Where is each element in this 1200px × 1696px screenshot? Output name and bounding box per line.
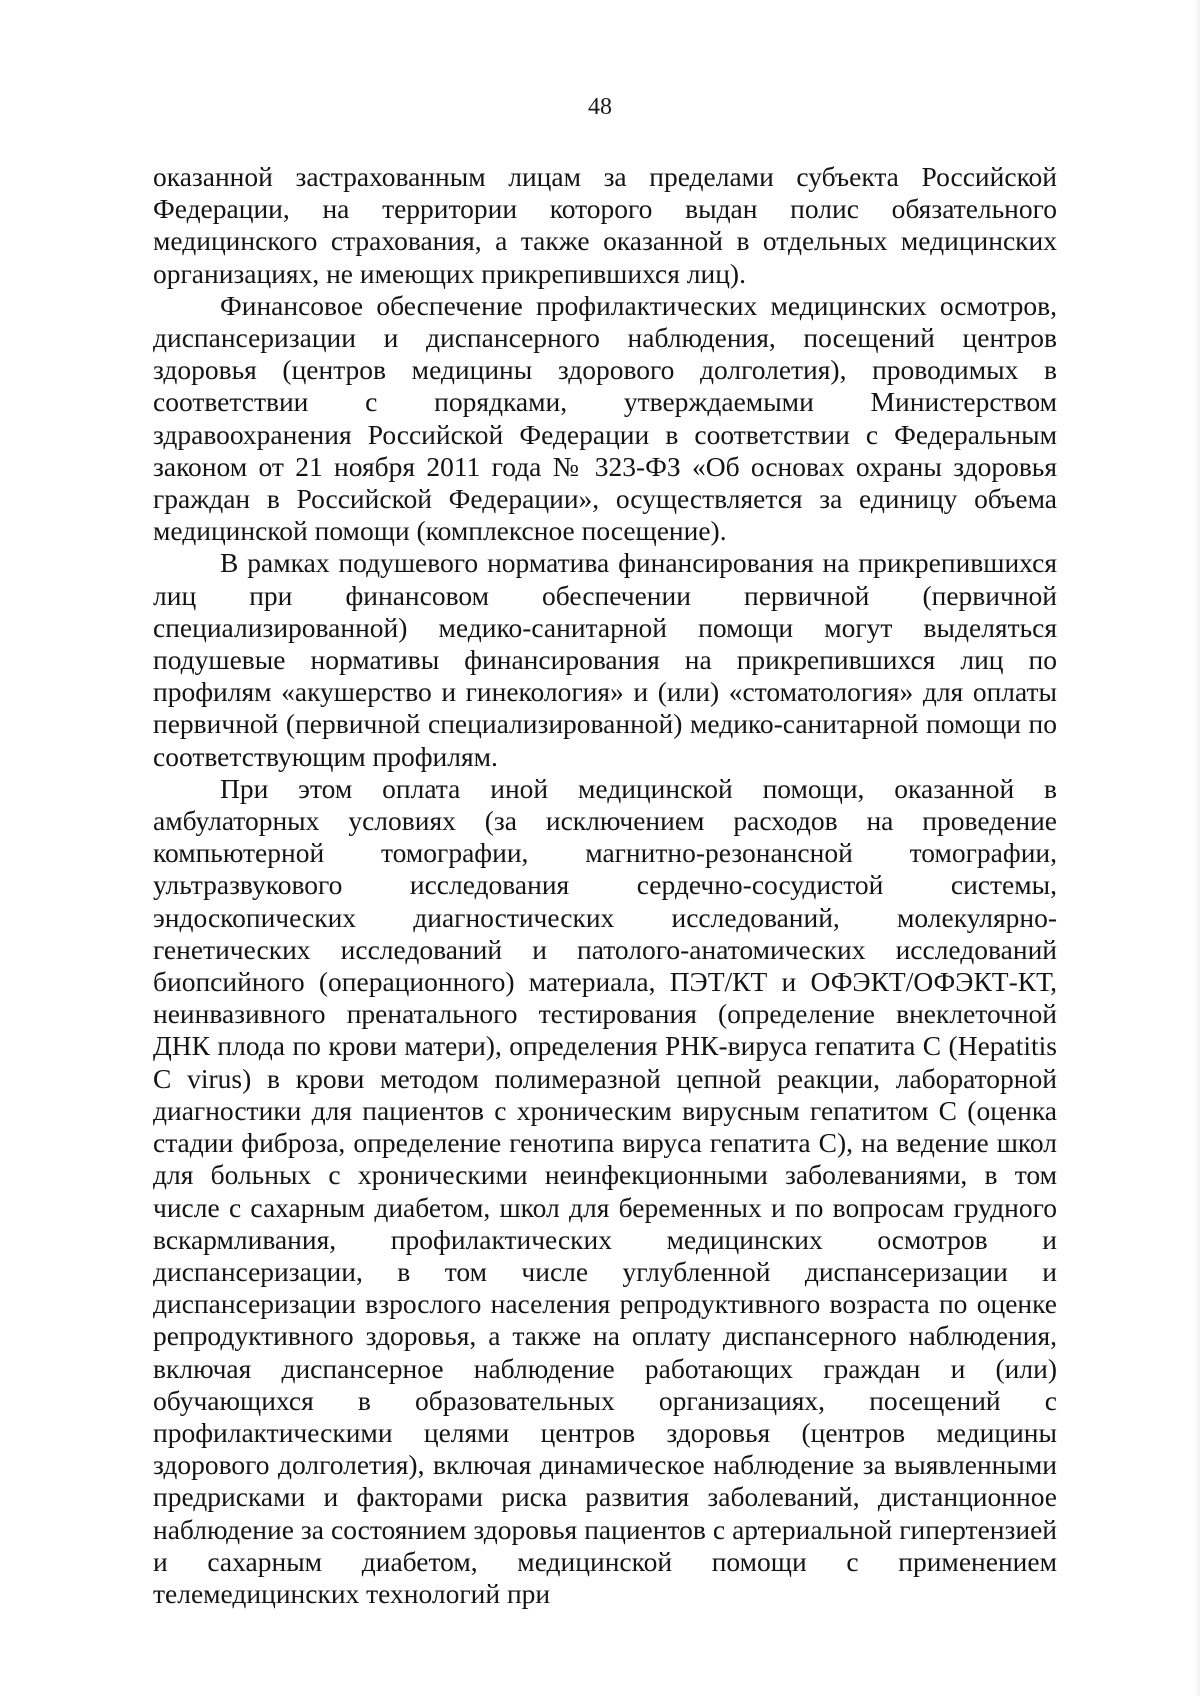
paragraph-continuation: оказанной застрахованным лицам за пределами субъекта Российской Федерации, на территории которого выдан полис обязательного медицинского страхования, а также оказанной в отдельных медицинских организациях, не имеющих прикрепившихся лиц).	[153, 161, 1057, 289]
document-body	[153, 161, 1057, 1610]
paragraph-per-capita-norm: В рамках подушевого норматива финансирования на прикрепившихся лиц при финансовом обеспечении первичной (первичной специализированной) медико-санитарной помощи могут выделяться подушевые нормативы финансирования на прикрепившихся лиц по профилям «акушерство и гинекология» и (или) «стоматология» для оплаты первичной (первичной специализированной) медико-санитарной помощи по соответствующим профилям.	[153, 547, 1057, 772]
page-number: 48	[588, 94, 612, 120]
paragraph-financial-support: Финансовое обеспечение профилактических медицинских осмотров, диспансеризации и диспансерного наблюдения, посещений центров здоровья (центров медицины здорового долголетия), проводимых в соответствии с порядками, утверждаемыми Министерством здравоохранения Российской Федерации в соответствии с Федеральным законом от 21 ноября 2011 года № 323-ФЗ «Об основах охраны здоровья граждан в Российской Федерации», осуществляется за единицу объема медицинской помощи (комплексное посещение).	[153, 289, 1057, 547]
paragraph-other-payment: При этом оплата иной медицинской помощи, оказанной в амбулаторных условиях (за исключением расходов на проведение компьютерной томографии, магнитно-резонансной томографии, ультразвукового исследования сердечно-сосудистой системы, эндоскопических диагностических исследований, молекулярно-генетических исследований и патолого-анатомических исследований биопсийного (операционного) материала, ПЭТ/КТ и ОФЭКТ/ОФЭКТ-КТ, неинвазивного пренатального тестирования (определение внеклеточной ДНК плода по крови матери), определения РНК-вируса гепатита С (Hepatitis C virus) в крови методом полимеразной цепной реакции, лабораторной диагностики для пациентов с хроническим вирусным гепатитом С (оценка стадии фиброза, определение генотипа вируса гепатита С), на ведение школ для больных с хроническими неинфекционными заболеваниями, в том числе с сахарным диабетом, школ для беременных и по вопросам грудного вскармливания, профилактических медицинских осмотров и диспансеризации, в том числе углубленной диспансеризации и диспансеризации взрослого населения репродуктивного возраста по оценке репродуктивного здоровья, а также на оплату диспансерного наблюдения, включая диспансерное наблюдение работающих граждан и (или) обучающихся в образовательных организациях, посещений с профилактическими целями центров здоровья (центров медицины здорового долголетия), включая динамическое наблюдение за выявленными предрисками и факторами риска развития заболеваний, дистанционное наблюдение за состоянием здоровья пациентов с артериальной гипертензией и сахарным диабетом, медицинской помощи с применением телемедицинских технологий при	[153, 772, 1057, 1609]
scan-edge-shadow	[1194, 0, 1200, 1696]
